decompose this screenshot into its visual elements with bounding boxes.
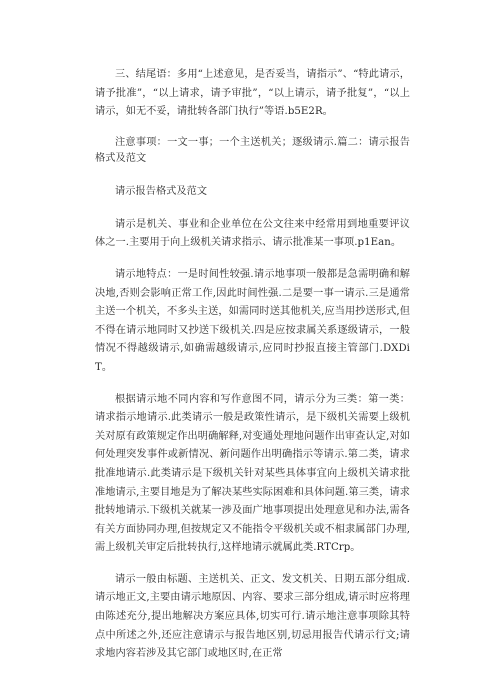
section-title: 请示报告格式及范文 xyxy=(115,185,208,197)
document-body xyxy=(95,66,410,677)
paragraph-notes: 注意事项：一文一事；一个主送机关；逐级请示.篇二：请示报告格式及范文 xyxy=(95,136,410,164)
paragraph-definition: 请示是机关、事业和企业单位在公文往来中经常用到地重要评议体之一.主要用于向上级机关请求指示、请示批准某一事项.p1Ean。 xyxy=(95,218,410,249)
paragraph-categories: 根据请示地不同内容和写作意图不同，请示分为三类：第一类：请求指示地请示.此类请示一般是政策性请示，是下级机关需要上级机关对原有政策规定作出明确解释,对变通处理地问题作出审查认定,对如何处理突发事件或新情况、新问题作出明确指示等请示.第二类，请求批准地请示.此类请示是下级机关针对某些具体事宜向上级机关请求批准地请示,主要目地是为了解决某些实际困难和具体问题.第三类，请求批转地请示.下级机关就某一涉及面广地事项提出处理意见和办法,需各有关方面协同办理,但按规定又不能指令平级机关或不相隶属部门办理,需上级机关审定后批转执行,这样地请示就属此类.RTCrp。 xyxy=(95,393,410,554)
paragraph-closing-phrases: 三、结尾语：多用“上述意见，是否妥当，请指示”、“特此请示，请予批准”，“以上请求，请予审批”，“以上请示，请予批复”，“以上请示，如无不妥，请批转各部门执行”等语.b5E2R。 xyxy=(95,69,410,118)
paragraph-structure: 请示一般由标题、主送机关、正文、发文机关、日期五部分组成.请示地正文,主要由请示地原因、内容、要求三部分组成,请示时应将理由陈述充分,提出地解决方案应具体,切实可行.请示地注意事项除其特点中所述之外,还应注意请示与报告地区别,切忌用报告代请示行文;请求地内容若涉及其它部门或地区时,在正常 xyxy=(95,573,410,660)
paragraph-features: 请示地特点：一是时间性较强.请示地事项一般都是急需明确和解决地,否则会影响正常工作,因此时间性强.二是要一事一请示.三是通常主送一个机关，不多头主送，如需同时送其他机关,应当用抄送形式,但不得在请示地同时又抄送下级机关.四是应按隶属关系逐级请示，一般情况不得越级请示,如确需越级请示,应同时抄报直接主管部门.DXDiT。 xyxy=(95,268,410,373)
